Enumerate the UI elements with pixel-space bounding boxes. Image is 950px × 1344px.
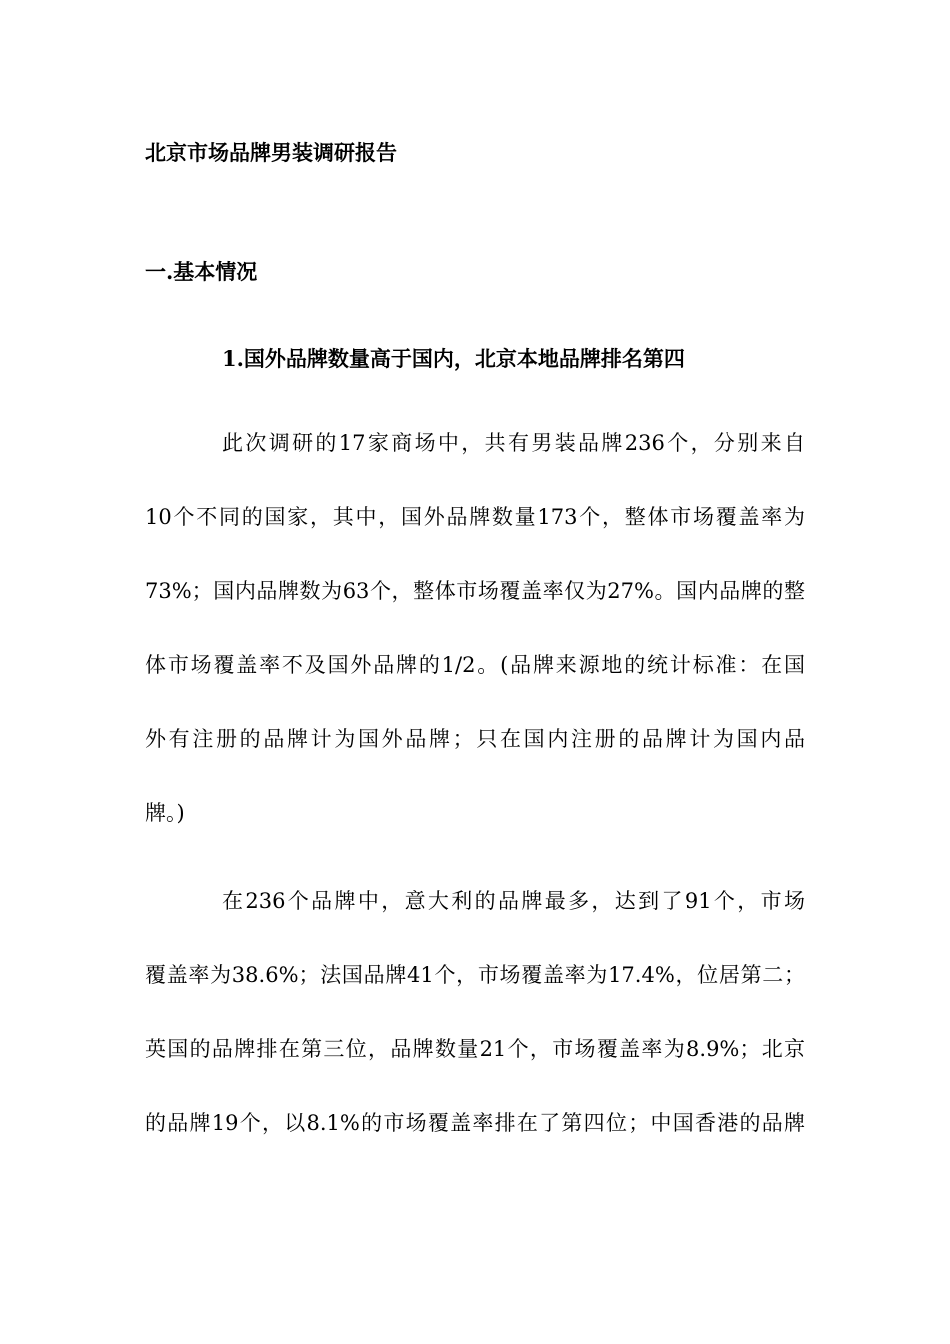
paragraph-country-ranking <box>145 864 805 1160</box>
paragraph-line: 73%；国内品牌数为63个，整体市场覆盖率仅为27%。国内品牌的整 <box>145 579 805 603</box>
paragraph-line: 覆盖率为38.6%；法国品牌41个，市场覆盖率为17.4%，位居第二； <box>145 963 805 987</box>
paragraph-line: 英国的品牌排在第三位，品牌数量21个，市场覆盖率为8.9%；北京 <box>145 1037 805 1061</box>
paragraph-line: 体市场覆盖率不及国外品牌的1/2。(品牌来源地的统计标准：在国 <box>145 653 805 677</box>
paragraph-line: 此次调研的17家商场中，共有男装品牌236个，分别来自 <box>222 431 805 455</box>
section-heading-basic-situation: 一.基本情况 <box>145 259 258 284</box>
sub-heading-brand-count: 1.国外品牌数量高于国内，北京本地品牌排名第四 <box>222 346 685 371</box>
paragraph-line: 的品牌19个，以8.1%的市场覆盖率排在了第四位；中国香港的品牌 <box>145 1111 805 1135</box>
paragraph-survey-overview <box>145 406 805 850</box>
document-title: 北京市场品牌男装调研报告 <box>145 140 397 165</box>
paragraph-line: 10个不同的国家，其中，国外品牌数量173个，整体市场覆盖率为 <box>145 505 805 529</box>
paragraph-line: 牌。) <box>145 801 185 825</box>
paragraph-line: 在236个品牌中，意大利的品牌最多，达到了91个，市场 <box>222 889 805 913</box>
paragraph-line: 外有注册的品牌计为国外品牌；只在国内注册的品牌计为国内品 <box>145 727 805 751</box>
